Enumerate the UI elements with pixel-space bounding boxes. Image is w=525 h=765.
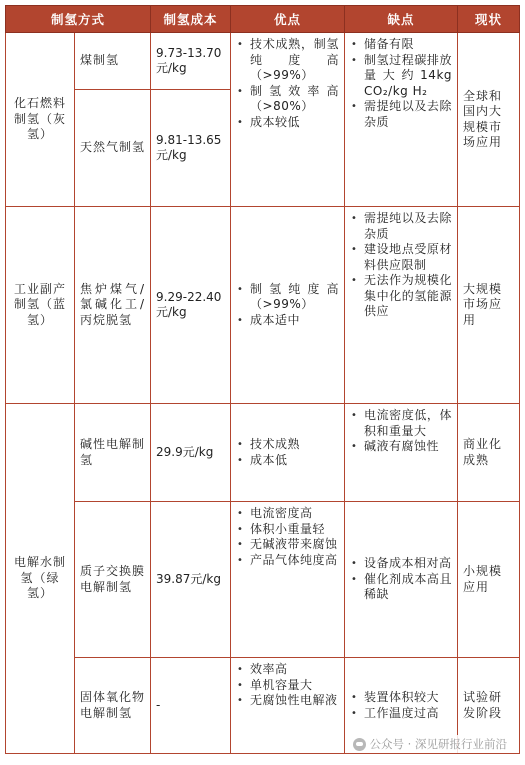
status-blue-hydrogen: 大规模市场应用	[458, 207, 520, 404]
sub-method-alkaline: 碱性电解制氢	[75, 404, 151, 502]
sub-method-byproduct: 焦炉煤气/氯碱化工/丙烷脱氢	[75, 207, 151, 404]
list-item: • 单机容量大	[250, 678, 339, 694]
list-item: • 产品气体纯度高	[250, 553, 339, 569]
header-row	[6, 6, 520, 33]
pros-soec	[231, 658, 345, 754]
header-cost: 制氢成本	[151, 6, 231, 33]
cost-pem: 39.87元/kg	[151, 502, 231, 658]
list-item: • 制氢效率高（>80%）	[250, 84, 339, 115]
watermark	[349, 735, 511, 753]
list-item: • 技术成熟	[250, 437, 339, 453]
list-item: • 装置体积较大	[364, 690, 452, 706]
sub-method-pem: 质子交换膜电解制氢	[75, 502, 151, 658]
header-cons: 缺点	[345, 6, 458, 33]
cons-blue-hydrogen	[345, 207, 458, 404]
pros-grey-hydrogen	[231, 33, 345, 207]
table-row	[6, 207, 520, 404]
method-green-hydrogen: 电解水制氢（绿氢）	[6, 404, 75, 754]
list-item: • 电流密度高	[250, 506, 339, 522]
cost-coal: 9.73-13.70元/kg	[151, 33, 231, 90]
pros-alkaline	[231, 404, 345, 502]
table-row	[6, 33, 520, 90]
pros-pem	[231, 502, 345, 658]
list-item: • 无腐蚀性电解液	[250, 693, 339, 709]
status-pem: 小规模应用	[458, 502, 520, 658]
list-item: • 无法作为规模化集中化的氢能源供应	[364, 273, 452, 320]
list-item: • 电流密度低，体积和重量大	[364, 408, 452, 439]
sub-method-coal: 煤制氢	[75, 33, 151, 90]
watermark-text: 公众号 · 深见研报行业前沿	[369, 737, 507, 751]
list-item: • 成本适中	[250, 313, 339, 329]
list-item: • 需提纯以及去除杂质	[364, 211, 452, 242]
header-pros: 优点	[231, 6, 345, 33]
list-item: • 效率高	[250, 662, 339, 678]
list-item: • 建设地点受原材料供应限制	[364, 242, 452, 273]
list-item: • 设备成本相对高	[364, 556, 452, 572]
list-item: • 技术成熟，制氢纯度高（>99%）	[250, 37, 339, 84]
cost-natural-gas: 9.81-13.65元/kg	[151, 90, 231, 207]
wechat-icon	[353, 738, 366, 751]
cost-alkaline: 29.9元/kg	[151, 404, 231, 502]
table-row	[6, 502, 520, 658]
cons-grey-hydrogen	[345, 33, 458, 207]
status-grey-hydrogen: 全球和国内大规模市场应用	[458, 33, 520, 207]
cost-byproduct: 9.29-22.40元/kg	[151, 207, 231, 404]
pros-blue-hydrogen	[231, 207, 345, 404]
method-grey-hydrogen: 化石燃料制氢（灰氢）	[6, 33, 75, 207]
list-item: • 体积小重量轻	[250, 522, 339, 538]
list-item: • 需提纯以及去除杂质	[364, 99, 452, 130]
sub-method-natural-gas: 天然气制氢	[75, 90, 151, 207]
list-item: • 成本较低	[250, 115, 339, 131]
list-item: • 储备有限	[364, 37, 452, 53]
list-item: • 工作温度过高	[364, 706, 452, 722]
list-item: • 无碱液带来腐蚀	[250, 537, 339, 553]
list-item: • 制氢过程碳排放量大约14kg CO₂/kg H₂	[364, 53, 452, 100]
hydrogen-production-table	[5, 5, 520, 754]
list-item: • 碱液有腐蚀性	[364, 439, 452, 455]
list-item: • 制氢纯度高（>99%）	[250, 282, 339, 313]
sub-method-soec: 固体氧化物电解制氢	[75, 658, 151, 754]
cons-alkaline	[345, 404, 458, 502]
status-soec: 试验研发阶段	[458, 658, 520, 754]
header-method: 制氢方式	[6, 6, 151, 33]
cons-pem	[345, 502, 458, 658]
cost-soec: -	[151, 658, 231, 754]
table-row	[6, 404, 520, 502]
header-status: 现状	[458, 6, 520, 33]
list-item: • 成本低	[250, 453, 339, 469]
method-blue-hydrogen: 工业副产制氢（蓝氢）	[6, 207, 75, 404]
list-item: • 催化剂成本高且稀缺	[364, 572, 452, 603]
status-alkaline: 商业化成熟	[458, 404, 520, 502]
